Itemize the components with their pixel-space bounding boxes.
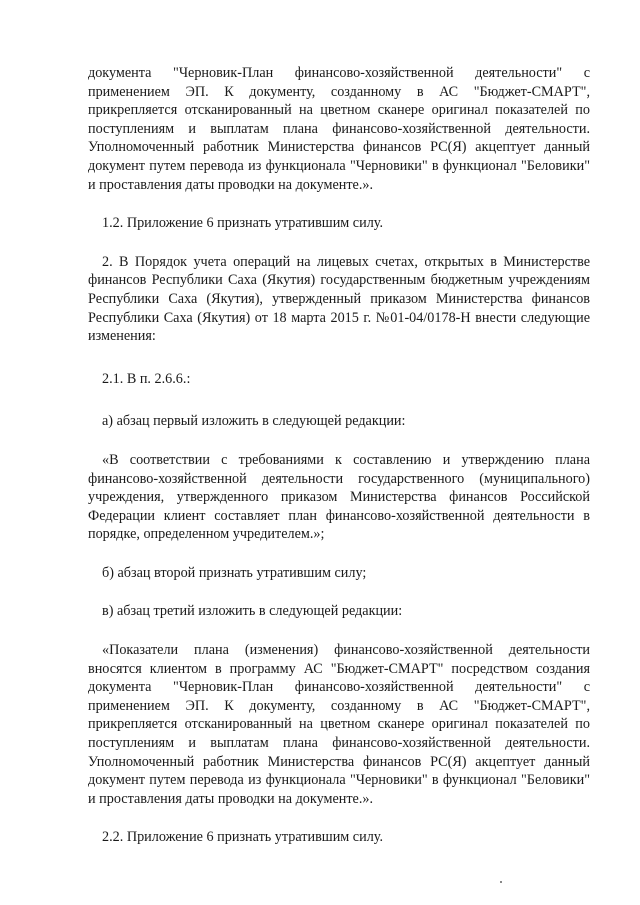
paragraph-continuation: документа "Черновик-План финансово-хозяйственной деятельности" с применением ЭП. К документу, созданному в АС "Бюджет-СМАРТ", прикрепляется отсканированный на цветном сканере оригинал показателей по поступлениям и выплатам плана финансово-хозяйственной деятельности. Уполномоченный работник Министерства финансов РС(Я) акцептует данный документ путем перевода из функционала "Черновики" в функционал "Беловики" и проставления даты проводки на документе.». [88, 65, 590, 193]
paragraph-2-2: 2.2. Приложение 6 признать утратившим силу. [102, 829, 383, 846]
paragraph-quote-2: «Показатели плана (изменения) финансово-хозяйственной деятельности вносятся клиентом в программу АС "Бюджет-СМАРТ" посредством создания документа "Черновик-План финансово-хозяйственной деятельности" с применением ЭП. К документу, созданному в АС "Бюджет-СМАРТ", прикрепляется отсканированный на цветном сканере оригинал показателей по поступлениям и выплатам плана финансово-хозяйственной деятельности. Уполномоченный работник Министерства финансов РС(Я) акцептует данный документ путем перевода из функционала "Черновики" в функционал "Беловики" и проставления даты проводки на документе.». [88, 642, 590, 807]
paragraph-v: в) абзац третий изложить в следующей редакции: [102, 603, 403, 620]
paragraph-2-1: 2.1. В п. 2.6.6.: [102, 370, 191, 387]
paragraph-quote-1: «В соответствии с требованиями к составлению и утверждению плана финансово-хозяйственной деятельности государственного (муниципального) учреждения, утвержденного приказом Министерства финансов Российской Федерации клиент составляет план финансово-хозяйственной деятельности в порядке, определенном учредителем.»; [88, 451, 590, 543]
paragraph-a: а) абзац первый изложить в следующей редакции: [102, 413, 406, 430]
scan-speck [500, 881, 502, 883]
paragraph-b: б) абзац второй признать утратившим силу; [102, 564, 367, 581]
paragraph-2: 2. В Порядок учета операций на лицевых счетах, открытых в Министерстве финансов Республики Саха (Якутия) государственным бюджетным учреждениям Республики Саха (Якутия), утвержденный приказом Министерства финансов Республики Саха (Якутия) от 18 марта 2015 г. №01-04/0178-Н внести следующие изменения: [88, 253, 590, 345]
paragraph-1-2: 1.2. Приложение 6 признать утратившим силу. [102, 215, 383, 232]
